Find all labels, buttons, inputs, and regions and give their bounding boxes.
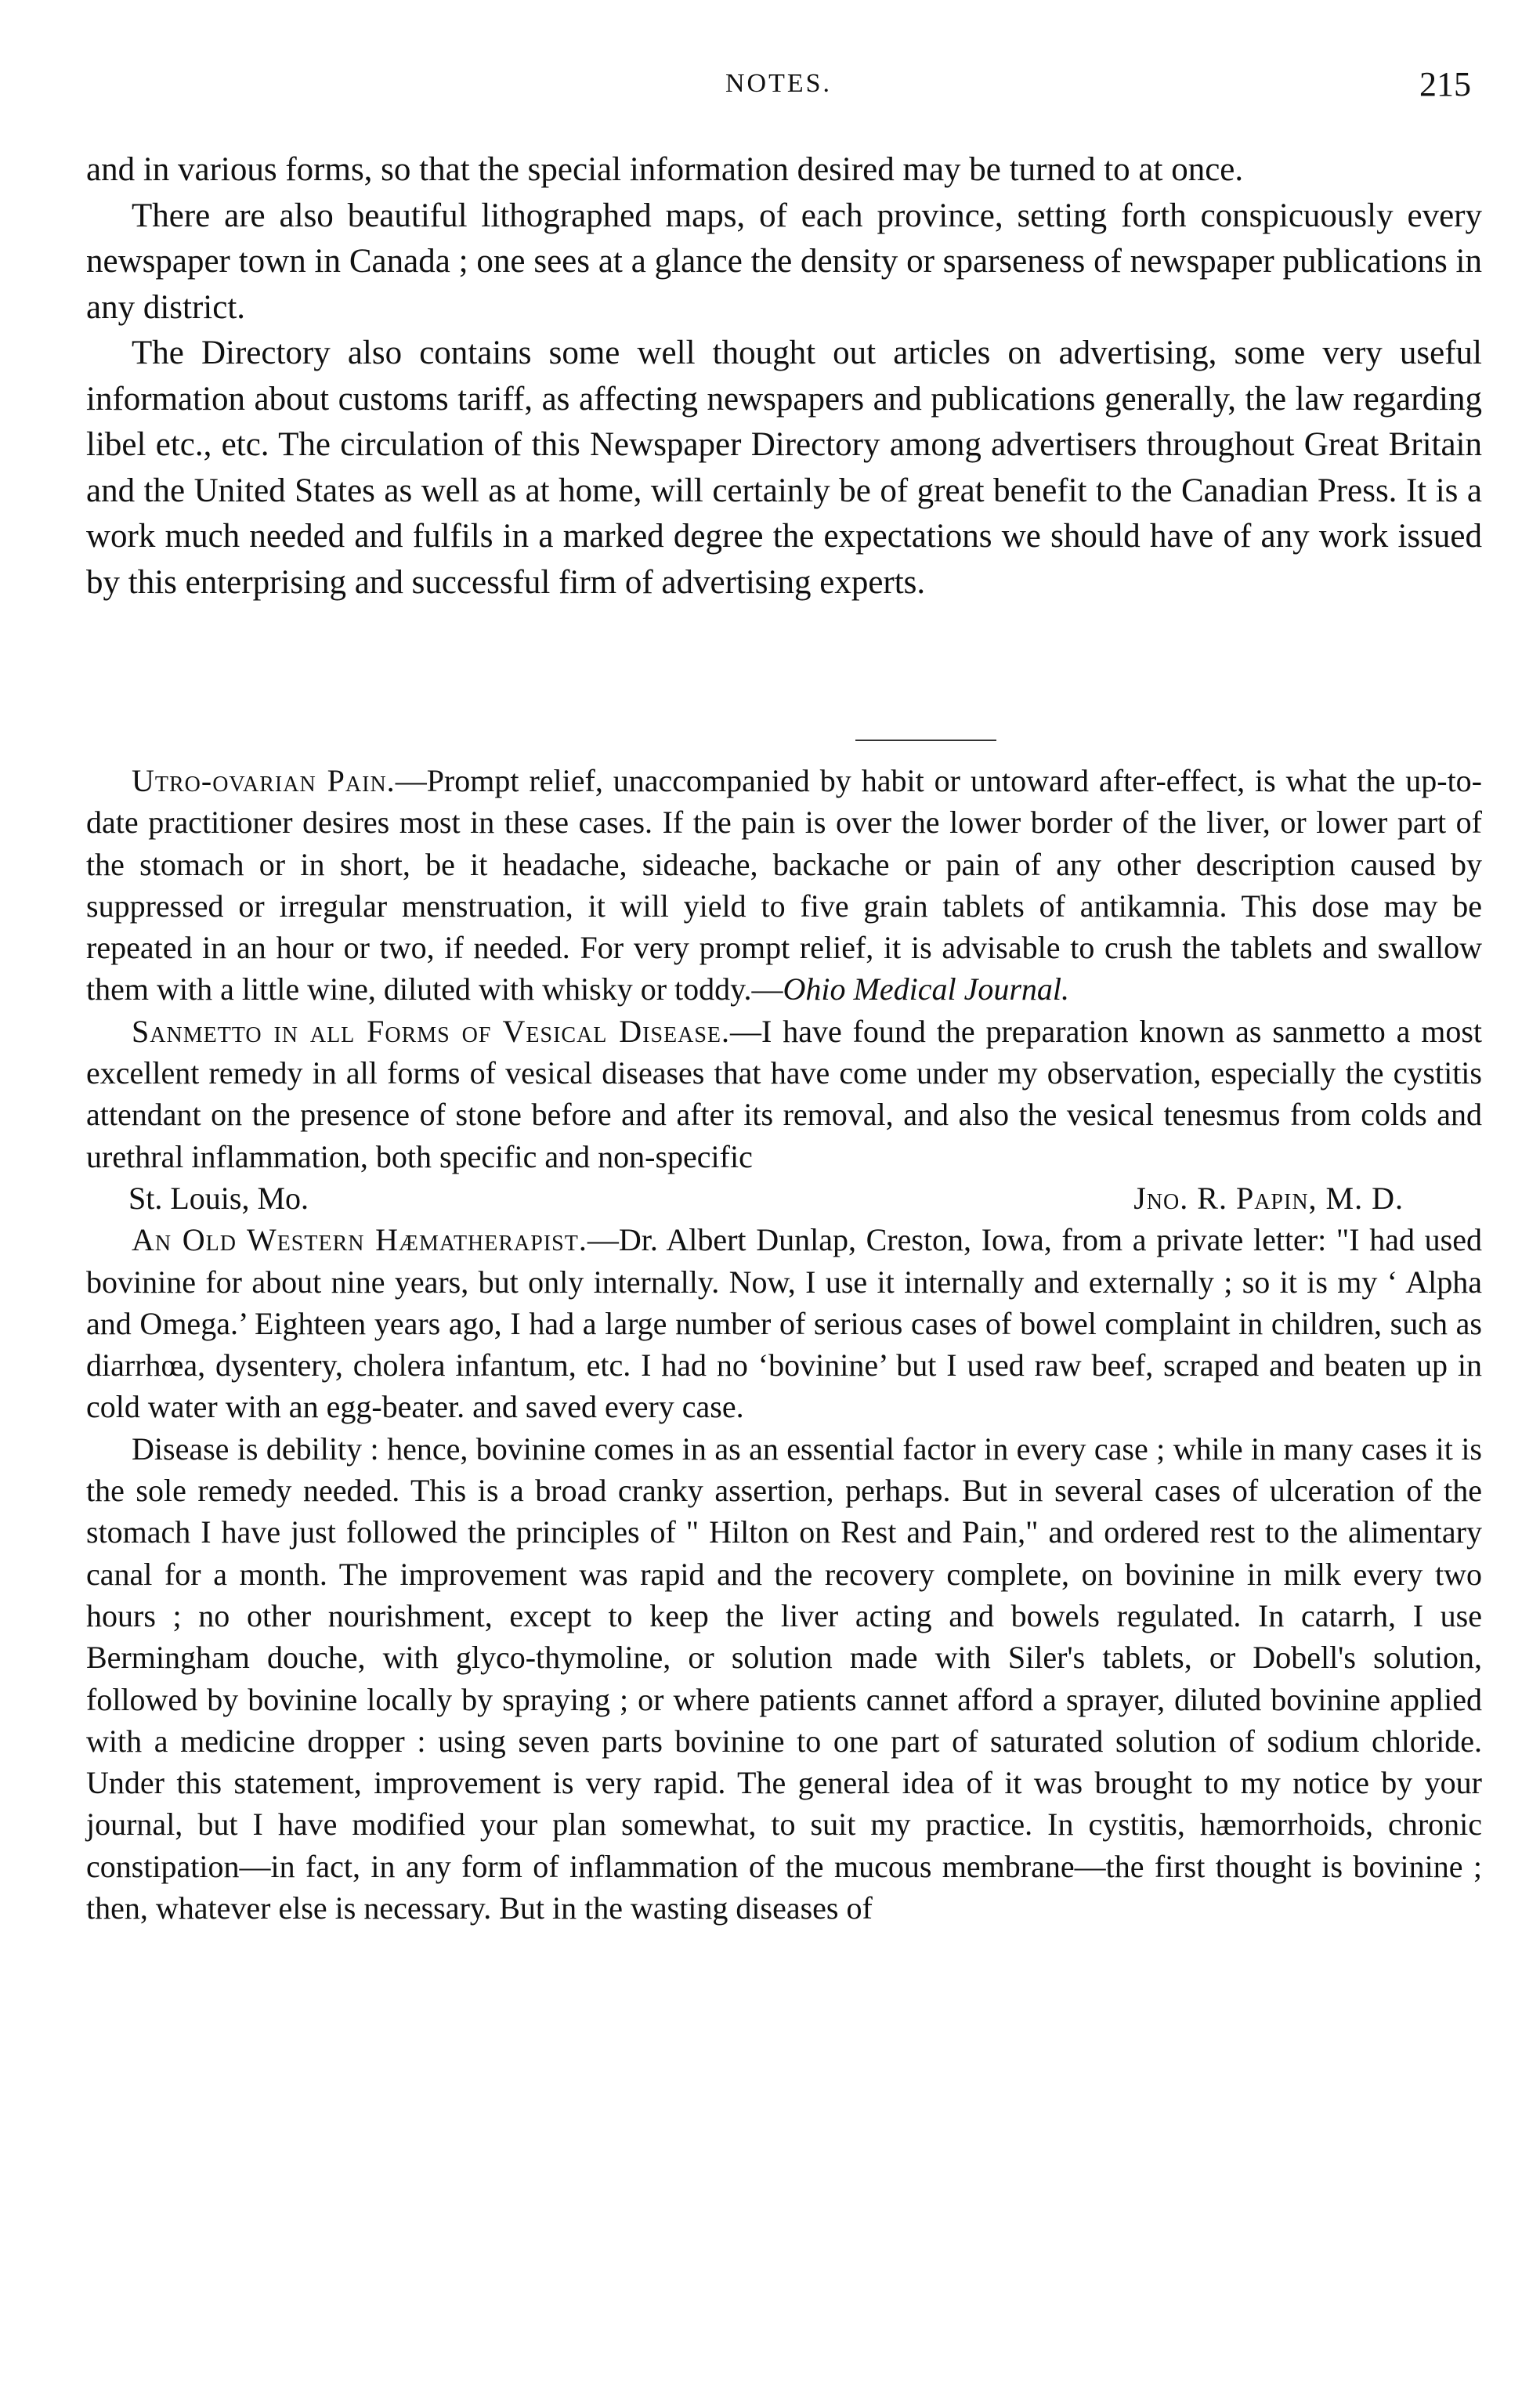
note-heading: Utro-ovarian Pain. [132, 763, 396, 798]
note-text: —I have found the preparation known as sanmetto a most excellent remedy in all forms of vesical diseases that have come under my observation, especially the cystitis attendant on the presence of stone before and after its removal, and also the vesical tenesmus from colds and urethral inflammation, both specific and non-specific [86, 1013, 1483, 1174]
note-heading: Sanmetto in all Forms of Vesical Disease. [132, 1013, 731, 1049]
note-western-haematherapist [86, 1219, 1482, 1427]
page-header [86, 65, 1471, 116]
signature-line [86, 1177, 1482, 1219]
running-head: NOTES. [725, 69, 833, 98]
note-text: —Dr. Albert Dunlap, Creston, Iowa, from a private letter: "I had used bovinine for about nine years, but only internally. Now, I use it internally and externally ; so it is my ‘ Alpha and Omega.’ Eighteen years ago, I had a large number of serious cases of bowel complaint in children, such as diarrhœa, dysentery, cholera infantum, etc. I had no ‘bovinine’ but I used raw beef, scraped and beaten up in cold water with an egg-beater. and saved every case. [86, 1222, 1482, 1425]
signature-author: Jno. R. Papin, M. D. [1133, 1180, 1404, 1216]
medical-notes [86, 760, 1482, 1929]
signature-place: St. Louis, Mo. [128, 1180, 309, 1216]
note-sanmetto [86, 1011, 1482, 1177]
paragraph-directory: The Directory also contains some well thought out articles on advertising, some very useful information about customs tariff, as affecting newspapers and publications generally, the law regarding libel etc., etc. The circulation of this Newspaper Directory among advertisers throughout Great Britain and the United States as well as at home, will certainly be of great benefit to the Canadian Press. It is a work much needed and fulfils in a marked degree the expectations we should have of any work issued by this enterprising and successful firm of advertising experts. [86, 335, 1482, 601]
newspaper-directory-review [86, 147, 1482, 606]
section-divider [855, 740, 996, 741]
paragraph-continuation: and in various forms, so that the special information desired may be turned to at once. [86, 151, 1244, 188]
page-number: 215 [1419, 65, 1471, 103]
paragraph-disease-is-debility: Disease is debility : hence, bovinine comes in as an essential factor in every case ; while in many cases it is the sole remedy needed. This is a broad cranky assertion, perhaps. But in several cases of ulceration of the stomach I have just followed the principles of " Hilton on Rest and Pain," and ordered rest to the alimentary canal for a month. The improvement was rapid and the recovery complete, on bovinine in milk every two hours ; no other nourishment, except to keep the liver acting and bowels regulated. In catarrh, I use Bermingham douche, with glyco-thymoline, or solution made with Siler's tablets, or Dobell's solution, followed by bovinine locally by spraying ; or where patients cannet afford a sprayer, diluted bovinine applied with a medicine dropper : using seven parts bovinine to one part of saturated solution of sodium chloride. Under this statement, improvement is very rapid. The general idea of it was brought to my notice by your journal, but I have modified your plan somewhat, to suit my practice. In cystitis, hæmorrhoids, chronic constipation—in fact, in any form of inflammation of the mucous membrane—the first thought is bovinine ; then, whatever else is necessary. But in the wasting diseases of [86, 1430, 1482, 1926]
note-utero-ovarian-pain [86, 760, 1482, 1011]
note-source: Ohio Medical Journal. [783, 971, 1070, 1007]
paragraph-maps: There are also beautiful lithographed maps, of each province, setting forth conspicuously every newspaper town in Canada ; one sees at a glance the density or sparseness of newspaper publications in any district. [86, 197, 1482, 326]
note-heading: An Old Western Hæmatherapist. [132, 1222, 587, 1258]
note-text: —Prompt relief, unaccompanied by habit or untoward after-effect, is what the up-to-date practitioner desires most in these cases. If the pain is over the lower border of the liver, or lower part of the stomach or in short, be it headache, sideache, backache or pain of any other description caused by suppressed or irregular menstruation, it will yield to five grain tablets of antikamnia. This dose may be repeated in an hour or two, if needed. For very prompt relief, it is advisable to crush the tablets and swallow them with a little wine, diluted with whisky or toddy.— [86, 763, 1482, 1007]
